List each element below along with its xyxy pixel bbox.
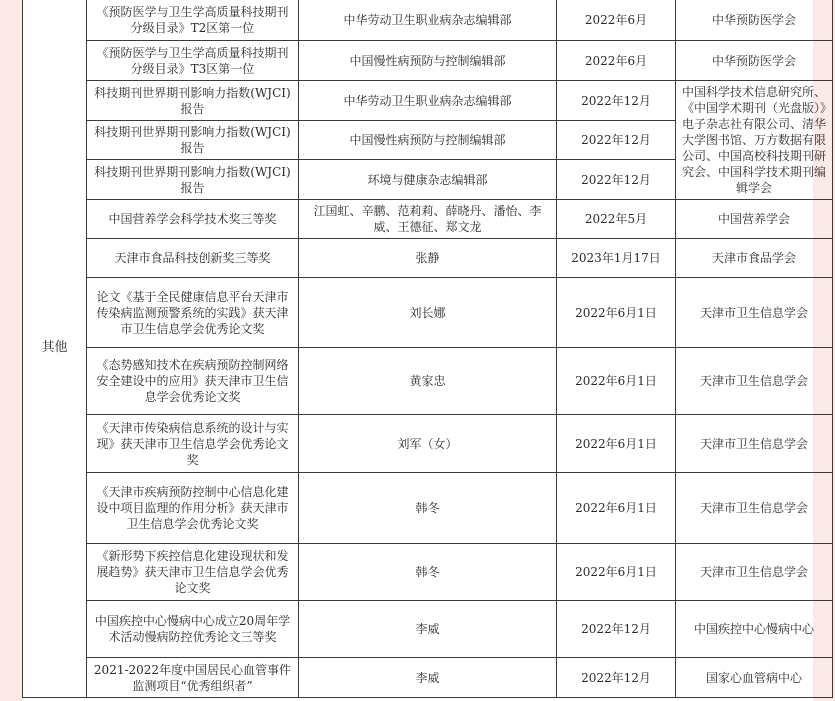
issuer-cell: 中华预防医学会 — [676, 41, 833, 81]
table-row — [23, 278, 833, 348]
table-row — [23, 348, 833, 415]
category-cell: 其他 — [23, 0, 87, 698]
date-cell: 2022年6月1日 — [557, 415, 676, 473]
award-name-cell: 论文《基于全民健康信息平台天津市传染病监测预警系统的实践》获天津市卫生信息学会优秀论文奖 — [87, 278, 299, 348]
date-cell: 2022年6月1日 — [557, 348, 676, 415]
award-name-cell: 《态势感知技术在疾病预防控制网络安全建设中的应用》获天津市卫生信息学会优秀论文奖 — [87, 348, 299, 415]
awardee-cell: 李威 — [299, 601, 557, 658]
award-name-cell: 科技期刊世界期刊影响力指数(WJCI)报告 — [87, 160, 299, 200]
issuer-cell: 中国疾控中心慢病中心 — [676, 601, 833, 658]
date-cell: 2022年6月 — [557, 0, 676, 41]
awardee-cell: 刘长娜 — [299, 278, 557, 348]
date-cell: 2022年6月1日 — [557, 473, 676, 544]
table-row — [23, 415, 833, 473]
awardee-cell: 黄家忠 — [299, 348, 557, 415]
awardee-cell: 韩冬 — [299, 473, 557, 544]
awardee-cell: 江国虹、辛鹏、范莉莉、薛晓丹、潘怡、李威、王德征、郑文龙 — [299, 200, 557, 239]
date-cell: 2022年12月 — [557, 601, 676, 658]
date-cell: 2022年12月 — [557, 160, 676, 200]
date-cell: 2022年12月 — [557, 658, 676, 698]
table-row — [23, 601, 833, 658]
award-name-cell: 科技期刊世界期刊影响力指数(WJCI)报告 — [87, 81, 299, 121]
award-name-cell: 科技期刊世界期刊影响力指数(WJCI)报告 — [87, 121, 299, 160]
table-row — [23, 81, 833, 121]
date-cell: 2022年12月 — [557, 121, 676, 160]
date-cell: 2022年12月 — [557, 81, 676, 121]
issuer-cell: 天津市卫生信息学会 — [676, 278, 833, 348]
date-cell: 2022年6月 — [557, 41, 676, 81]
award-name-cell: 天津市食品科技创新奖三等奖 — [87, 239, 299, 278]
awardee-cell: 环境与健康杂志编辑部 — [299, 160, 557, 200]
issuer-cell: 天津市卫生信息学会 — [676, 348, 833, 415]
award-name-cell: 中国营养学会科学技术奖三等奖 — [87, 200, 299, 239]
issuer-cell: 天津市食品学会 — [676, 239, 833, 278]
awardee-cell: 张静 — [299, 239, 557, 278]
issuer-cell: 中国科学技术信息研究所、《中国学术期刊（光盘版）》电子杂志社有限公司、清华大学图书馆、万方数据有限公司、中国高校科技期刊研究会、中国科学技术期刊编辑学会 — [676, 81, 833, 200]
award-name-cell: 2021-2022年度中国居民心血管事件监测项目“优秀组织者” — [87, 658, 299, 698]
date-cell: 2022年6月1日 — [557, 278, 676, 348]
issuer-cell: 中国营养学会 — [676, 200, 833, 239]
issuer-cell: 国家心血管病中心 — [676, 658, 833, 698]
date-cell: 2023年1月17日 — [557, 239, 676, 278]
awards-table — [22, 0, 833, 698]
issuer-cell: 中华预防医学会 — [676, 0, 833, 41]
awardee-cell: 韩冬 — [299, 544, 557, 601]
award-name-cell: 《天津市疾病预防控制中心信息化建设中项目监理的作用分析》获天津市卫生信息学会优秀论文奖 — [87, 473, 299, 544]
table-row — [23, 239, 833, 278]
award-name-cell: 《预防医学与卫生学高质量科技期刊分级目录》T3区第一位 — [87, 41, 299, 81]
issuer-cell: 天津市卫生信息学会 — [676, 544, 833, 601]
date-cell: 2022年6月1日 — [557, 544, 676, 601]
awardee-cell: 中国慢性病预防与控制编辑部 — [299, 41, 557, 81]
awardee-cell: 中国慢性病预防与控制编辑部 — [299, 121, 557, 160]
issuer-cell: 天津市卫生信息学会 — [676, 415, 833, 473]
table-row — [23, 41, 833, 81]
document-page — [22, 0, 826, 701]
award-name-cell: 《天津市传染病信息系统的设计与实现》获天津市卫生信息学会优秀论文奖 — [87, 415, 299, 473]
award-name-cell: 中国疾控中心慢病中心成立20周年学术活动慢病防控优秀论文三等奖 — [87, 601, 299, 658]
date-cell: 2022年5月 — [557, 200, 676, 239]
table-row — [23, 0, 833, 41]
award-name-cell: 《新形势下疾控信息化建设现状和发展趋势》获天津市卫生信息学会优秀论文奖 — [87, 544, 299, 601]
table-row — [23, 473, 833, 544]
table-row — [23, 200, 833, 239]
award-name-cell: 《预防医学与卫生学高质量科技期刊分级目录》T2区第一位 — [87, 0, 299, 41]
table-row — [23, 544, 833, 601]
issuer-cell: 天津市卫生信息学会 — [676, 473, 833, 544]
awardee-cell: 中华劳动卫生职业病杂志编辑部 — [299, 81, 557, 121]
table-row — [23, 658, 833, 698]
awardee-cell: 李威 — [299, 658, 557, 698]
awardee-cell: 中华劳动卫生职业病杂志编辑部 — [299, 0, 557, 41]
awardee-cell: 刘军（女） — [299, 415, 557, 473]
